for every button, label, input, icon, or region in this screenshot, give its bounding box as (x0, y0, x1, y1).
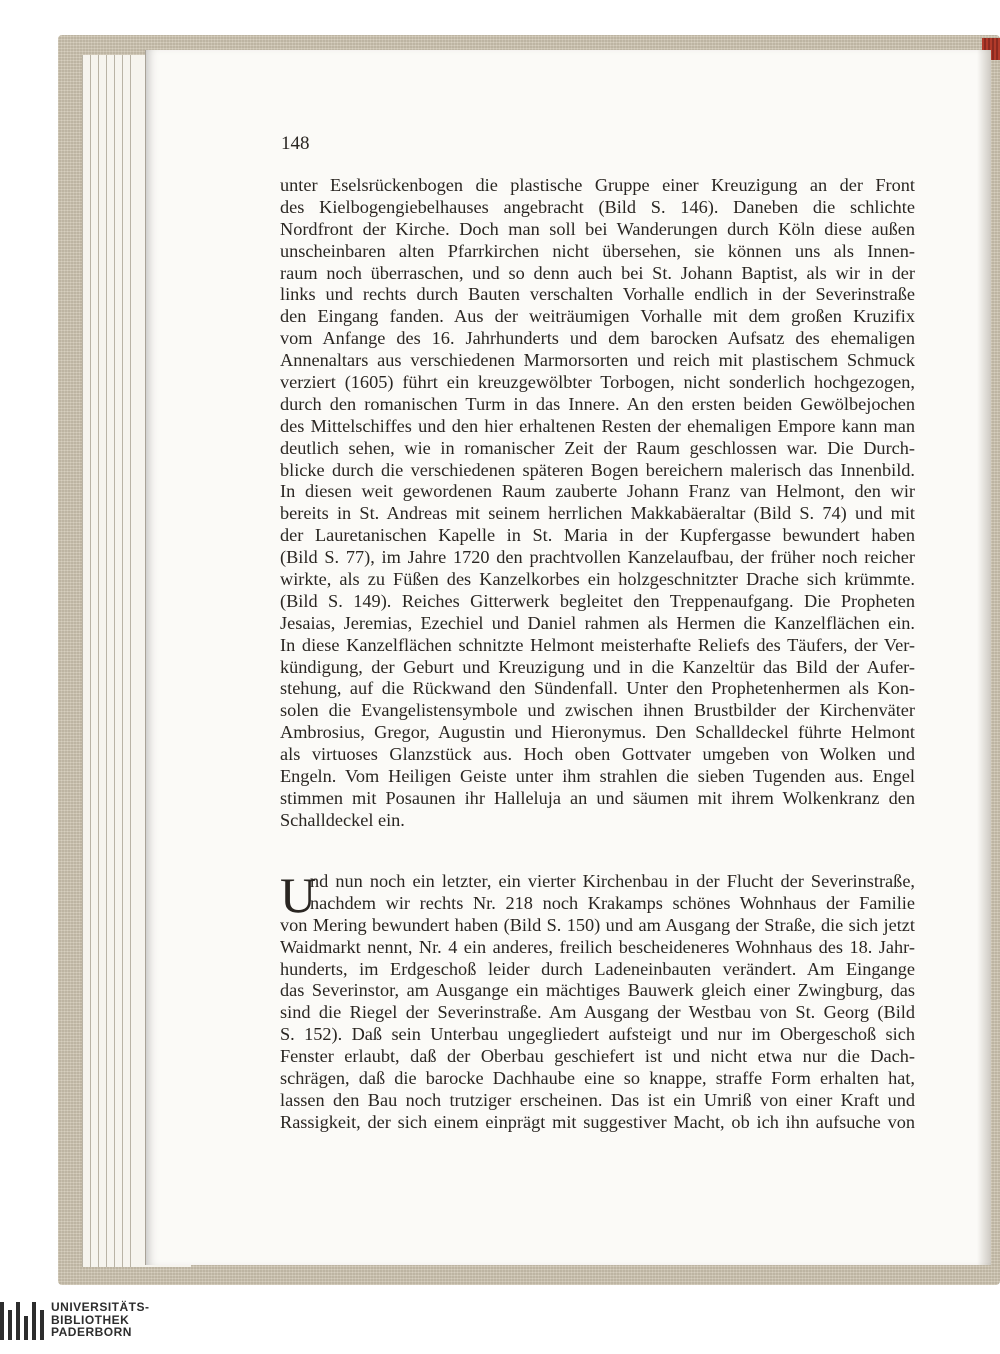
text-line: Jesaias, Jeremias, Ezechiel und Daniel rahmen als Hermen die Kanzelflächen ein. (280, 612, 915, 633)
text-line: stimmen mit Posaunen ihr Halleluja an und säumen mit ihrem Wolkenkranz den (280, 787, 915, 808)
text-line: das Severinstor, am Ausgange ein mächtiges Bauwerk gleich einer Zwingburg, das (280, 980, 915, 1001)
book-page (145, 50, 991, 1265)
page-stack (82, 55, 152, 1267)
text-line: links und rechts durch Bauten verschalten Vorhalle endlich in der Severinstraße (280, 284, 915, 305)
text-line: (Bild S. 77), im Jahre 1720 den prachtvollen Kanzelaufbau, der früher noch reicher (280, 547, 915, 568)
text-line: unscheinbaren alten Pfarrkirchen nicht übersehen, sie können uns als Innen- (280, 240, 915, 261)
text-line: verziert (1605) führt ein kreuzgewölbter Torbogen, nicht sonderlich hochgezogen, (280, 372, 915, 393)
text-line: Waidmarkt nennt, Nr. 4 ein anderes, freilich bescheideneres Wohnhaus des 18. Jahr- (280, 936, 915, 957)
drop-cap: U (280, 867, 317, 923)
text-line: bereits in St. Andreas mit seinem herrlichen Makkabäeraltar (Bild S. 74) und mit (280, 503, 915, 524)
text-line: deutlich sehen, wie in romanischer Zeit der Raum geschlossen war. Die Durch- (280, 437, 915, 458)
text-line: stehung, auf die Rückwand den Sündenfall. Unter den Prophetenhermen als Kon- (280, 678, 915, 699)
text-line: Ambrosius, Gregor, Augustin und Hieronymus. Den Schalldeckel führte Helmont (280, 722, 915, 743)
text-line: (Bild S. 149). Reiches Gitterwerk begleitet den Treppenaufgang. Die Propheten (280, 590, 915, 611)
text-line: schrägen, daß die barocke Dachhaube eine so knappe, straffe Form erhalten hat, (280, 1068, 915, 1089)
text-line: vom Anfange des 16. Jahrhunderts und dem barocken Aufsatz des ehemaligen (280, 328, 915, 349)
text-line: unter Eselsrückenbogen die plastische Gruppe einer Kreuzigung an der Front (280, 175, 915, 195)
text-line: Engeln. Vom Heiligen Geiste unter ihm strahlen die sieben Tugenden aus. Engel (280, 766, 915, 787)
text-line: blicke durch die verschiedenen späteren Bogen bereichern malerisch das Innenbild. (280, 459, 915, 480)
text-line: Rassigkeit, der sich einem einprägt mit suggestiver Macht, ob ich ihn aufsuche von (280, 1111, 915, 1132)
text-line: In diese Kanzelflächen schnitzte Helmont meisterhafte Reliefs des Täufers, der Ver- (280, 634, 915, 655)
text-line: den Eingang fanden. Aus der weiträumigen Vorhalle mit dem großen Kruzifix (280, 306, 915, 327)
text-line: des Mittelschiffes und den hier erhaltenen Resten der ehemaligen Empore kann man (280, 415, 915, 436)
text-line: des Kielbogengiebelhauses angebracht (Bild S. 146). Daneben die schlichte (280, 196, 915, 217)
text-line: hunderts, im Erdgeschoß leider durch Ladeneinbauten verändert. Am Eingange (280, 958, 915, 979)
text-line: Fenster erlaubt, daß der Oberbau geschiefert ist und nicht etwa nur die Dach- (280, 1046, 915, 1067)
paragraph-1 (280, 175, 915, 832)
text-line: In diesen weit gewordenen Raum zauberte Johann Franz van Helmont, den wir (280, 481, 915, 502)
text-line: der Lauretanischen Kapelle in St. Maria in der Kupfergasse bewundert haben (280, 525, 915, 546)
logo-line-1: UNIVERSITÄTS- (51, 1300, 150, 1314)
text-line: lassen den Bau noch trutziger erscheinen. Das ist ein Umriß von einer Kraft und (280, 1089, 915, 1110)
logo-line-2: BIBLIOTHEK (51, 1312, 130, 1327)
text-line: sind die Riegel der Severinstraße. Am Ausgang der Westbau von St. Georg (Bild (280, 1002, 915, 1023)
text-line: nachdem wir rechts Nr. 218 noch Krakamps schönes Wohnhaus der Familie (310, 892, 915, 913)
paragraph-2 (280, 867, 915, 1134)
library-logo-text (51, 1301, 150, 1339)
text-line: kündigung, der Geburt und Kreuzigung und in die Kanzeltür das Bild der Aufer- (280, 656, 915, 677)
text-line: Schalldeckel ein. (280, 809, 405, 830)
spine-shadow (977, 50, 991, 1265)
text-line: Nordfront der Kirche. Doch man soll bei Wanderungen durch Köln diese außen (280, 218, 915, 239)
text-line: solen die Evangelistensymbole und zwischen ihnen Brustbilder der Kirchenväter (280, 700, 915, 721)
text-line: Annenaltars aus verschiedenen Marmorsorten und reich mit plastischem Schmuck (280, 350, 915, 371)
text-line: S. 152). Daß sein Unterbau ungegliedert aufsteigt und nur im Obergeschoß sich (280, 1024, 915, 1045)
logo-line-3: PADERBORN (51, 1325, 132, 1339)
text-line: von Mering bewundert haben (Bild S. 150) und am Ausgang der Straße, die sich jetzt (280, 914, 915, 935)
text-line: durch den romanischen Turm in das Innere. An den ersten beiden Gewölbejochen (280, 393, 915, 414)
library-logo (0, 1300, 260, 1350)
text-line: wirkte, als zu Füßen des Kanzelkorbes ein holzgeschnitzter Drache sich krümmte. (280, 569, 915, 590)
text-line: als virtuoses Glanzstück aus. Hoch oben Gottvater umgeben von Wolken und (280, 744, 915, 765)
text-line: raum noch überraschen, und so denn auch bei St. Johann Baptist, als wir in der (280, 262, 915, 283)
page-number: 148 (281, 133, 310, 154)
text-line: nd nun noch ein letzter, ein vierter Kirchenbau in der Flucht der Severinstraße, (310, 871, 915, 891)
